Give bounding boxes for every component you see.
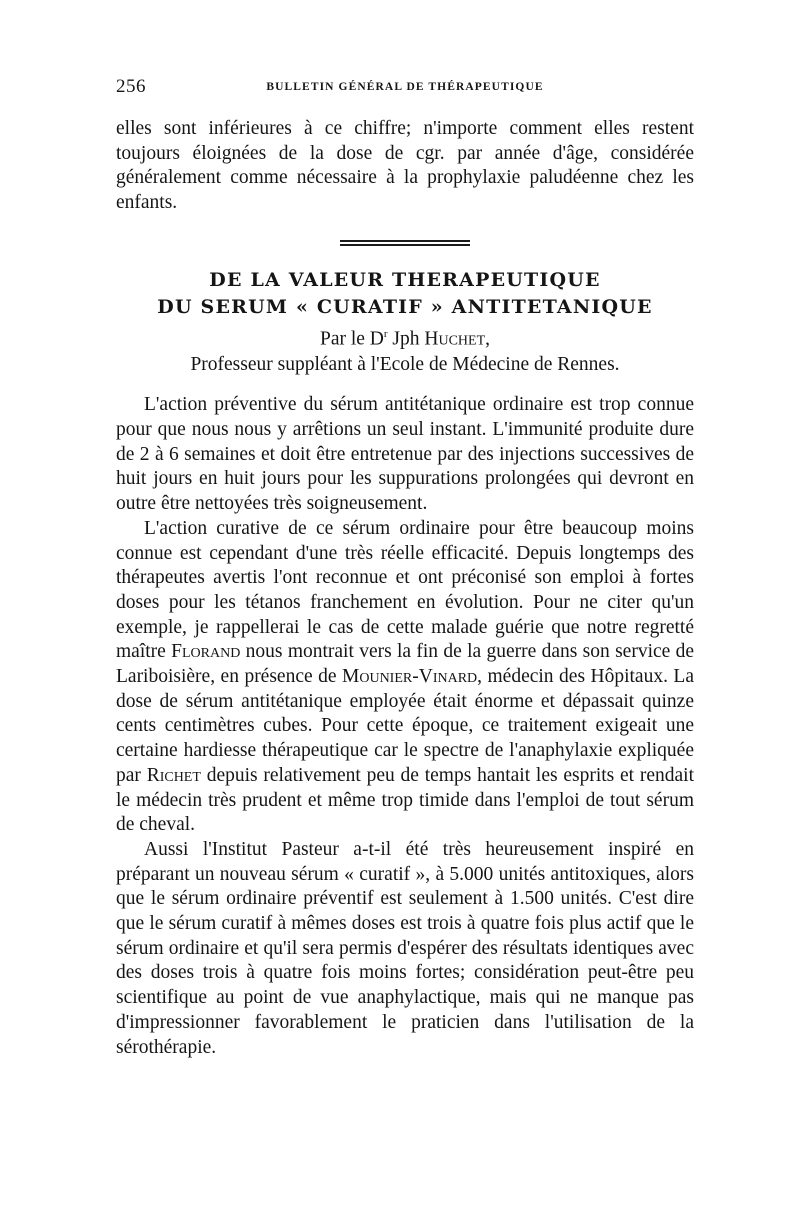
paragraph-2	[116, 517, 694, 838]
page-number: 256	[116, 76, 146, 97]
article-title	[116, 267, 694, 321]
name-mounier-vinard: Mounier-Vinard	[342, 666, 478, 688]
divider-line	[340, 240, 470, 242]
paragraph-2-text-c: , médecin des Hôpitaux. La dose de sérum antitétanique employée était énorme et dépassait quinze cents centimètres cubes. Pour cette époque, ce traitement exigeait une certaine hardiesse thérapeutique car le spectre de l'anaphylaxie expliquée par	[116, 666, 695, 786]
divider-line	[340, 244, 470, 246]
intro-paragraph: elles sont inférieures à ce chiffre; n'importe comment elles restent toujours éloignées de la dose de cgr. par année d'âge, considérée généralement comme nécessaire à la prophylaxie paludéenne chez les enfants.	[116, 118, 694, 214]
author-name: Huchet	[424, 328, 486, 350]
author-affiliation: Professeur suppléant à l'Ecole de Médecine de Rennes.	[190, 354, 620, 376]
byline-prefix: Par le D	[319, 328, 384, 350]
running-head: BULLETIN GÉNÉRAL DE THÉRAPEUTIQUE	[266, 81, 544, 93]
section-divider	[340, 240, 470, 246]
page-body	[116, 117, 694, 1060]
title-line-2: DU SERUM « CURATIF » ANTITETANIQUE	[157, 295, 653, 318]
paragraph-2-text-a: L'action curative de ce sérum ordinaire pour être beaucoup moins connue est cependant d'une très réelle efficacité. Depuis longtemps des thérapeutes avertis l'ont reconnue et ont préconisé son emploi à fortes doses pour les tétanos franchement en évolution. Pour ne citer qu'un exemple, je rappellerai le cas de cette malade guérie que notre regretté maître	[116, 517, 694, 663]
byline-suffix: ,	[485, 328, 491, 350]
page-header	[116, 76, 694, 100]
title-line-1: DE LA VALEUR THERAPEUTIQUE	[209, 268, 601, 291]
paragraph-3: Aussi l'Institut Pasteur a-t-il été très heureusement inspiré en préparant un nouveau sérum « curatif », à 5.000 unités antitoxiques, alors que le sérum ordinaire préventif est seulement à 1.500 unités. C'est dire que le sérum curatif à mêmes doses est trois à quatre fois plus actif que le sérum ordinaire et qu'il sera permis d'espérer des résultats identiques avec des doses trois à quatre fois moins fortes; considération peut-être peu scientifique au point de vue anaphylactique, mais qui ne manque pas d'impressionner favorablement le praticien dans l'utilisation de la sérothérapie.	[116, 838, 694, 1058]
byline	[116, 321, 694, 353]
name-florand: Florand	[171, 641, 241, 663]
name-richet: Richet	[146, 764, 201, 786]
paragraph-2-text-d: depuis relativement peu de temps hantait les esprits et rendait le médecin très prudent et même trop timide dans l'emploi de tout sérum de cheval.	[116, 764, 695, 836]
paragraph-1: L'action préventive du sérum antitétanique ordinaire est trop connue pour que nous nous y arrêtions un seul instant. L'immunité produite dure de 2 à 6 semaines et doit être entretenue par des injections successives de huit jours en huit jours pour les suppurations prolongées qui devront en outre être nettoyées très soigneusement.	[116, 394, 694, 515]
byline-sup: r	[383, 327, 388, 340]
byline-first-name: Jph	[392, 328, 420, 350]
paragraph-2-text-b: nous montrait vers la fin de la guerre dans son service de Lariboisière, en présence de	[116, 641, 695, 688]
